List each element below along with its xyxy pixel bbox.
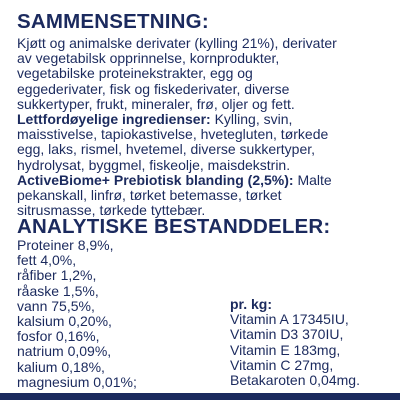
- digestible-line: hydrolysat, byggmel, fiskeolje, maisdekstrin.: [17, 156, 291, 173]
- composition-line: Kjøtt og animalske derivater (kylling 21%), derivater: [17, 35, 337, 51]
- constituent-item: magnesium 0,01%;: [17, 373, 137, 390]
- composition-line: sukkertyper, frukt, mineraler, frø, oljer og fett.: [17, 95, 295, 112]
- analytical-title: ANALYTISKE BESTANDDELER:: [17, 215, 331, 238]
- digestible-text: Kylling, svin,: [210, 111, 293, 127]
- constituent-item: kalsium 0,20%,: [17, 313, 112, 330]
- activebiome-text: Malte: [293, 172, 332, 188]
- activebiome-label: ActiveBiome+ Prebiotisk blanding (2,5%):: [17, 172, 294, 188]
- digestible-line: maisstivelse, tapiokastivelse, hvetegluten, tørkede: [17, 126, 329, 143]
- per-kg-label: pr. kg:: [230, 296, 273, 312]
- composition-line: vegetabilske proteinekstrakter, egg og: [17, 65, 253, 82]
- composition-line: av vegetabilsk opprinnelse, kornprodukter,: [17, 50, 280, 67]
- constituent-item: kalium 0,18%,: [17, 358, 105, 375]
- activebiome-first-line: [17, 173, 397, 188]
- vitamin-item: Vitamin E 183mg,: [230, 341, 341, 358]
- composition-intro: [17, 36, 397, 112]
- activebiome-blend: [17, 173, 397, 219]
- constituent-item: fosfor 0,16%,: [17, 328, 100, 345]
- vitamin-item: Vitamin C 27mg,: [230, 356, 334, 373]
- footer-bar: [0, 393, 400, 400]
- vitamin-item: Betakaroten 0,04mg.: [230, 372, 360, 389]
- composition-title: SAMMENSETNING:: [17, 10, 209, 33]
- constituent-item: råaske 1,5%,: [17, 282, 99, 299]
- constituent-item: vann 75,5%,: [17, 297, 95, 314]
- vitamins-list: [230, 297, 360, 388]
- constituent-item: råfiber 1,2%,: [17, 267, 97, 284]
- digestible-label: Lettfordøyelige ingredienser:: [17, 111, 211, 127]
- constituent-item: Proteiner 8,9%,: [17, 237, 114, 253]
- constituents-list: [17, 238, 137, 390]
- composition-line: eggederivater, fisk og fiskederivater, diverse: [17, 80, 290, 97]
- constituent-item: natrium 0,09%,: [17, 343, 112, 360]
- activebiome-line: pekanskall, linfrø, tørket betemasse, tørket: [17, 187, 282, 204]
- digestible-ingredients: [17, 112, 397, 173]
- digestible-line: egg, laks, rismel, hvetemel, diverse sukkertyper,: [17, 141, 316, 158]
- activebiome-line: sitrusmasse, tørkede tyttebær.: [17, 202, 206, 219]
- constituent-item: fett 4,0%,: [17, 252, 77, 269]
- vitamin-item: Vitamin A 17345IU,: [230, 311, 349, 328]
- digestible-first-line: [17, 112, 397, 127]
- vitamin-item: Vitamin D3 370IU,: [230, 326, 344, 343]
